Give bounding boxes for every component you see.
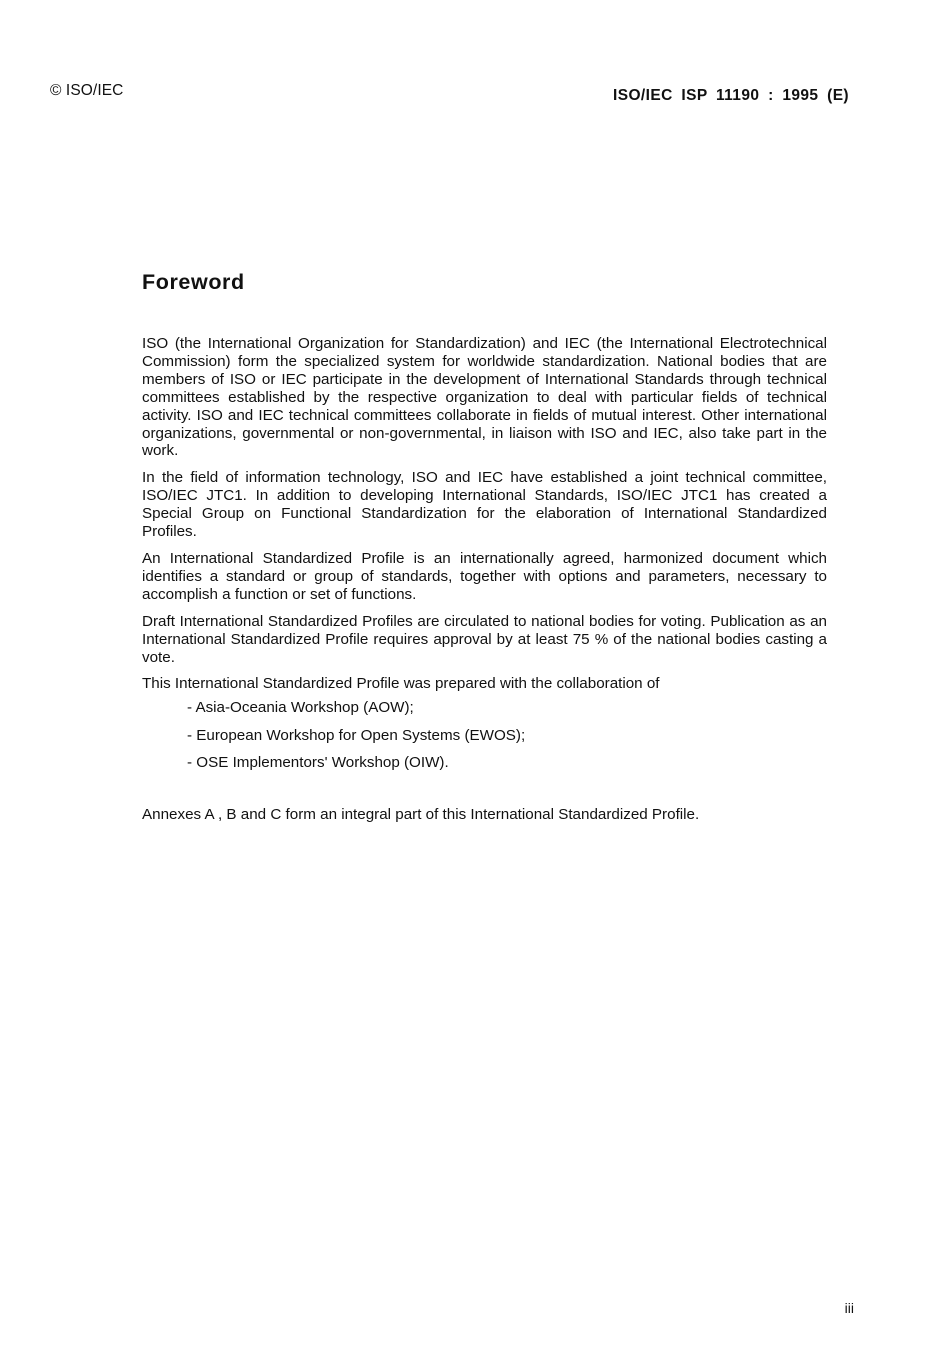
paragraph-isp-definition: An International Standardized Profile is an internationally agreed, harmonized document which identifies a standard or group of standards, together with options and parameters, necessary to accomplish a function or set of functions.: [142, 549, 827, 603]
page-title: Foreword: [142, 270, 245, 294]
header-copyright: © ISO/IEC: [50, 82, 124, 99]
list-item: - OSE Implementors' Workshop (OIW).: [187, 754, 449, 772]
page-number: iii: [844, 1300, 854, 1316]
collaborators-list: [142, 699, 827, 772]
list-item: - European Workshop for Open Systems (EWOS);: [187, 726, 526, 744]
annex-note: Annexes A , B and C form an integral part of this International Standardized Profile.: [142, 806, 700, 824]
foreword-body: [142, 335, 827, 824]
paragraph-collaboration-intro: This International Standardized Profile was prepared with the collaboration of: [142, 675, 660, 693]
list-item: - Asia-Oceania Workshop (AOW);: [187, 699, 414, 717]
paragraph-jtc1: In the field of information technology, ISO and IEC have established a joint technical committee, ISO/IEC JTC1. In addition to developing International Standards, ISO/IEC JTC1 has created a Special Group on Functional Standardization for the elaboration of International Standardized Profiles.: [142, 469, 827, 541]
paragraph-voting: Draft International Standardized Profiles are circulated to national bodies for voting. Publication as an International Standardized Profile requires approval by at least 75 % of the national bodies casting a vote.: [142, 612, 827, 666]
paragraph-organizations: ISO (the International Organization for Standardization) and IEC (the International Electrotechnical Commission) form the specialized system for worldwide standardization. National bodies that are members of ISO or IEC participate in the development of International Standards through technical committees established by the respective organization to deal with particular fields of technical activity. ISO and IEC technical committees collaborate in fields of mutual interest. Other international organizations, governmental or non-governmental, in liaison with ISO and IEC, also take part in the work.: [142, 335, 827, 460]
header-document-id: ISO/IEC ISP 11190 : 1995 (E): [613, 87, 849, 104]
